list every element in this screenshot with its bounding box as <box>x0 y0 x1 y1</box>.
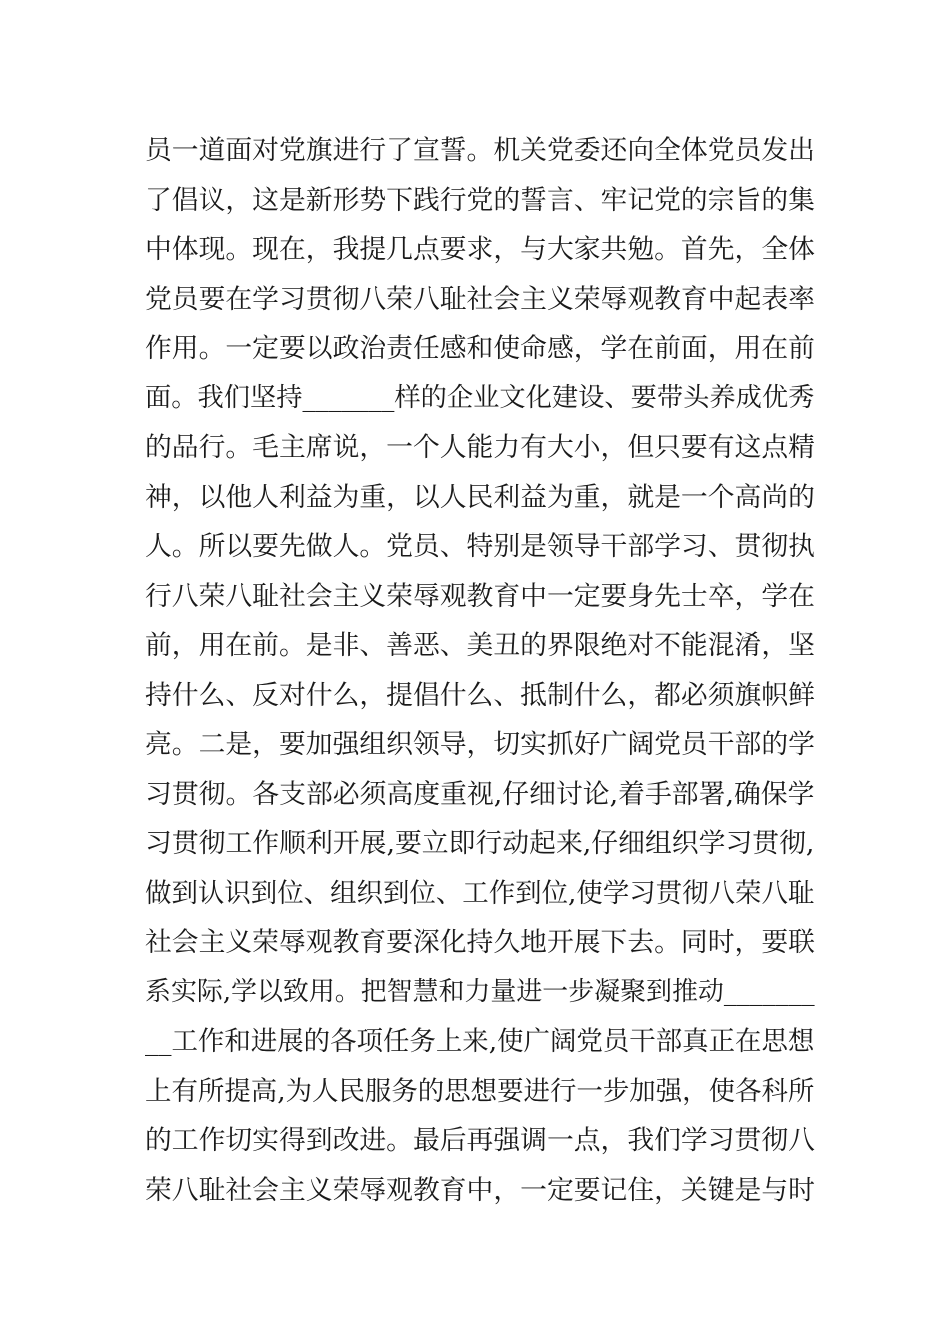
text-line: 作用。一定要以政治责任感和使命感，学在前面，用在前 <box>145 333 815 364</box>
text-line: 面。我们坚持_______样的企业文化建设、要带头养成优秀 <box>145 382 815 413</box>
text-line: 持什么、反对什么，提倡什么、抵制什么，都必须旗帜鲜 <box>145 679 815 711</box>
text-line: 行八荣八耻社会主义荣辱观教育中一定要身先士卒，学在 <box>145 580 815 612</box>
text-line: 的品行。毛主席说，一个人能力有大小，但只要有这点精 <box>145 432 815 463</box>
text-line: 的工作切实得到改进。最后再强调一点，我们学习贯彻八 <box>145 1125 815 1156</box>
text-line: 上有所提高,为人民服务的思想要进行一步加强，使各科所 <box>145 1075 815 1107</box>
text-line: __工作和进展的各项任务上来,使广阔党员干部真正在思想 <box>145 1026 815 1057</box>
text-line: 中体现。现在，我提几点要求，与大家共勉。首先，全体 <box>145 234 815 265</box>
text-line: 员一道面对党旗进行了宣誓。机关党委还向全体党员发出 <box>145 135 815 166</box>
text-line: 党员要在学习贯彻八荣八耻社会主义荣辱观教育中起表率 <box>145 283 815 315</box>
text-line: 神，以他人利益为重，以人民利益为重，就是一个高尚的 <box>145 481 815 513</box>
text-line: 习贯彻。各支部必须高度重视,仔细讨论,着手部署,确保学 <box>145 778 815 810</box>
text-line: 社会主义荣辱观教育要深化持久地开展下去。同时，要联 <box>145 927 815 958</box>
text-line: 做到认识到位、组织到位、工作到位,使学习贯彻八荣八耻 <box>145 877 815 909</box>
text-line: 系实际,学以致用。把智慧和力量进一步凝聚到推动_______ <box>145 976 815 1007</box>
text-line: 习贯彻工作顺利开展,要立即行动起来,仔细组织学习贯彻, <box>145 828 815 859</box>
text-line: 前，用在前。是非、善恶、美丑的界限绝对不能混淆，坚 <box>145 630 815 661</box>
body-text <box>145 126 815 1215</box>
text-line: 了倡议，这是新形势下践行党的誓言、牢记党的宗旨的集 <box>145 184 815 216</box>
text-line: 亮。二是，要加强组织领导，切实抓好广阔党员干部的学 <box>145 729 815 760</box>
text-line: 荣八耻社会主义荣辱观教育中，一定要记住，关键是与时 <box>145 1174 815 1206</box>
text-line: 人。所以要先做人。党员、特别是领导干部学习、贯彻执 <box>145 531 815 562</box>
